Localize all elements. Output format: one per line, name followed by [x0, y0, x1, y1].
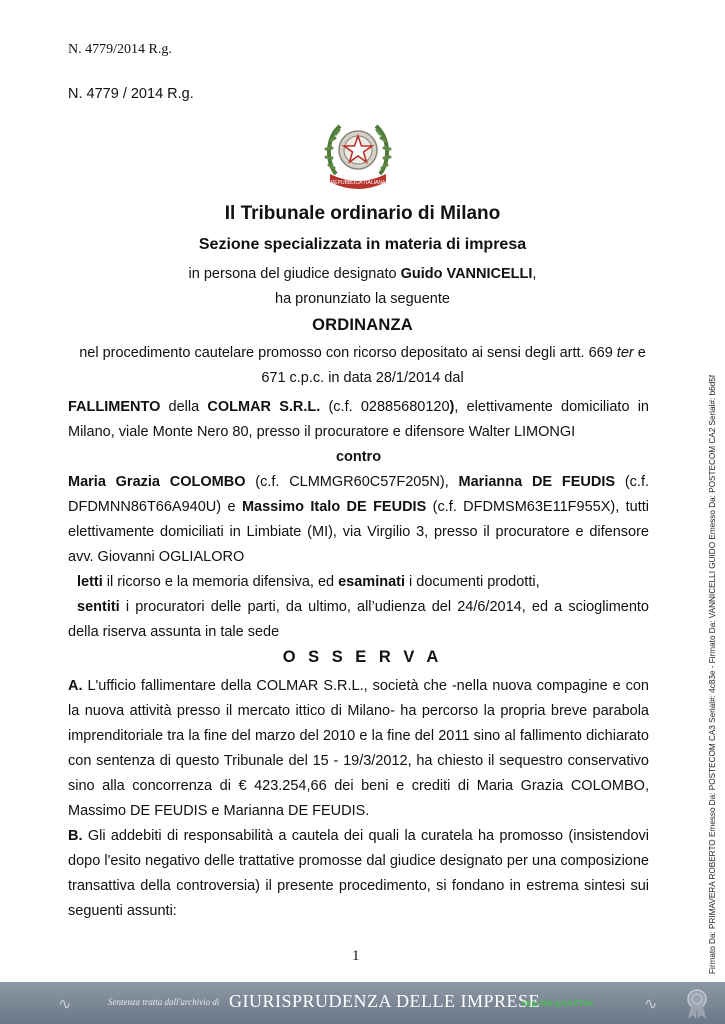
plaintiff-della: della	[160, 399, 208, 415]
footer-link[interactable]: http://bit.ly/1tUl7hX	[522, 998, 594, 1008]
contro-label: contro	[335, 449, 382, 465]
emblem-ribbon-text: REPUBBLICA ITALIANA	[330, 180, 386, 186]
paragraph-b-label: B.	[68, 828, 83, 844]
flourish-left-icon: ∿	[58, 996, 72, 1013]
defendant-3-rest: (c.f. DFDMSM63E11F955X), tutti elettivamente domiciliati in Limbiate (MI), via Virgilio 3, presso il procuratore e difensore avv. Giovanni OGLIALORO	[68, 499, 649, 565]
letti-paragraph	[68, 570, 649, 595]
procedure-text-1: nel procedimento cautelare promosso con ricorso depositato ai sensi degli artt. 669	[79, 345, 617, 361]
pronounced-line: ha pronunziato la seguente	[275, 291, 450, 307]
defendant-3-name: Massimo Italo DE FEUDIS	[241, 499, 427, 515]
procedure-ter: ter	[616, 345, 634, 361]
page-number: 1	[352, 948, 360, 964]
footer-brand: GIURISPRUDENZA DELLE IMPRESE	[229, 991, 541, 1011]
paragraph-b-text: Gli addebiti di responsabilità a cautela dei quali la curatela ha promosso (insistendovi dopo l'esito negativo delle trattative promosse dal giudice designato per una composizione transattiva della controversia) il presente procedimento, si fondano in estrema sintesi sui seguenti assunti:	[68, 828, 649, 919]
case-number: N. 4779 / 2014 R.g.	[68, 86, 194, 102]
judge-suffix: ,	[532, 266, 537, 282]
court-title: Il Tribunale ordinario di Milano	[224, 203, 501, 224]
esaminati-label: esaminati	[338, 574, 406, 590]
letti-text: il ricorso e la memoria difensiva, ed	[102, 574, 339, 590]
osserva-heading: O S S E R V A	[282, 648, 443, 666]
sentiti-label: sentiti	[77, 599, 120, 615]
ordinanza-heading: ORDINANZA	[312, 316, 413, 334]
plaintiff-paragraph	[68, 395, 649, 645]
defendant-1-cf: (c.f. CLMMGR60C57F205N),	[245, 474, 459, 490]
italian-emblem-icon	[322, 112, 394, 192]
court-section: Sezione specializzata in materia di impresa	[198, 236, 527, 253]
procedure-line-2: 671 c.p.c. in data 28/1/2014 dal	[261, 370, 464, 386]
digital-signature-stamp: Firmato Da: PRIMAVERA ROBERTO Emesso Da: POSTECOM CA3 Serial#: 4c83e - Firmato Da: VANNICELLI GUIDO Emesso Da: POSTECOM CA2 Serial#: b6d5f	[708, 374, 717, 974]
footer-note: Sentenza tratta dall'archivio di	[108, 997, 220, 1007]
sentiti-text: i procuratori delle parti, da ultimo, all’udienza del 24/6/2014, ed a scioglimento della riserva assunta in tale sede	[68, 599, 649, 640]
defendant-1-name: Maria Grazia COLOMBO	[68, 474, 246, 490]
judge-prefix: in persona del giudice designato	[188, 266, 401, 282]
footer-banner	[0, 982, 725, 1024]
defendant-2-name: Marianna DE FEUDIS	[458, 474, 616, 490]
procedure-line-1	[60, 345, 665, 361]
defendants-paragraph	[68, 470, 649, 570]
paragraph-b	[68, 824, 649, 924]
osserva-body	[68, 674, 649, 924]
defendant-2-cf: (c.f. DFDMNN86T66A940U) e	[68, 474, 650, 515]
paragraph-a-text: L'ufficio fallimentare della COLMAR S.R.L., società che -nella nuova compagine e con la nuova attività presso il mercato ittico di Milano- ha percorso la propria breve parabola imprenditoriale tra la fine del marzo del 2010 e la fine del 2011 sino al fallimento dichiarato con sentenza di questo Tribunale del 15 - 19/3/2012, ha chiesto il sequestro conservativo sino alla concorrenza di € 423.254,66 dei beni e crediti di Maria Grazia COLOMBO, Massimo DE FEUDIS e Marianna DE FEUDIS.	[68, 678, 649, 819]
judge-name: Guido VANNICELLI	[400, 266, 533, 282]
plaintiff-paren: )	[449, 399, 455, 415]
paragraph-a-label: A.	[68, 678, 83, 694]
plaintiff-company: COLMAR S.R.L.	[207, 399, 321, 415]
procedure-text-2: e	[633, 345, 646, 361]
case-number-serif: N. 4779/2014 R.g.	[68, 42, 172, 57]
flourish-right-icon: ∿	[644, 996, 658, 1013]
plaintiff-name: FALLIMENTO	[68, 399, 161, 415]
paragraph-a	[68, 674, 649, 824]
judge-line	[60, 266, 665, 282]
sentiti-paragraph	[68, 595, 649, 645]
plaintiff-rest: , elettivamente domiciliato in Milano, viale Monte Nero 80, presso il procuratore e difensore Walter LIMONGI	[68, 399, 649, 440]
letti-label: letti	[77, 574, 103, 590]
esaminati-text: i documenti prodotti,	[405, 574, 540, 590]
award-seal-icon	[684, 988, 710, 1020]
plaintiff-cf: (c.f. 02885680120	[320, 399, 450, 415]
